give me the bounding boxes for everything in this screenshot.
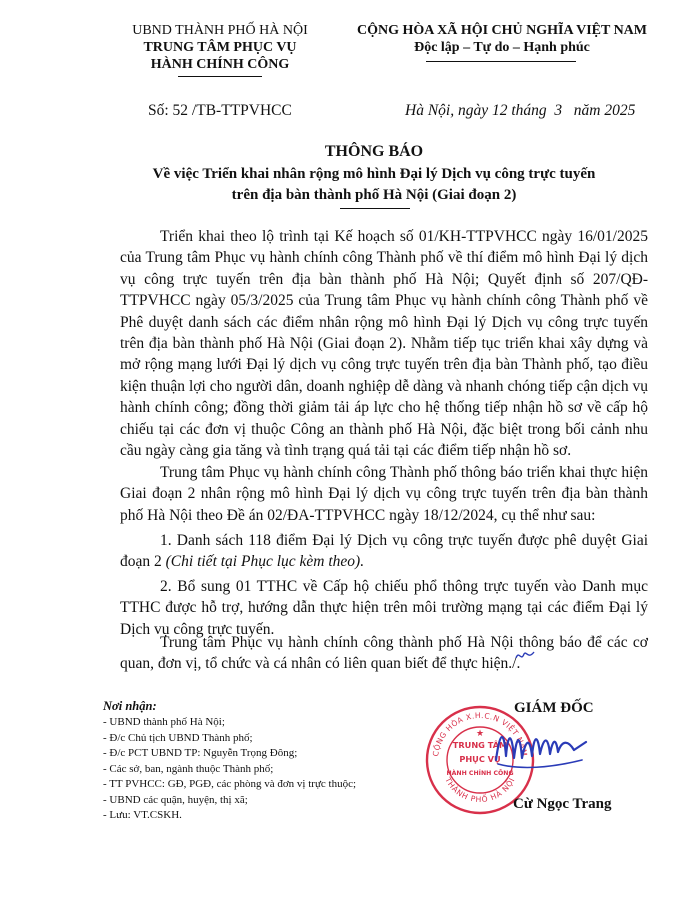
paragraph-3-italic: (Chi tiết tại Phục lục kèm theo). xyxy=(165,553,365,571)
recipient-item: - TT PVHCC: GĐ, PGĐ, các phòng và đơn vị trực thuộc; xyxy=(103,778,357,790)
signer-position: GIÁM ĐỐC xyxy=(514,700,594,716)
paragraph-5 xyxy=(120,632,648,675)
issuer-name-line1: TRUNG TÂM PHỤC VỤ xyxy=(143,40,297,55)
signature-icon xyxy=(490,720,590,780)
issuer-underline xyxy=(178,76,262,77)
paragraph-3-text xyxy=(120,530,648,573)
paragraph-2-text: Trung tâm Phục vụ hành chính công Thành phố thông báo triển khai thực hiện Giai đoạn 2 nhân rộng mô hình Đại lý dịch vụ công trực tuyến trên địa bàn thành phố Hà Nội theo Đề án 02/ĐA-TTPVHCC ngày 18/12/2024, cụ thể như sau: xyxy=(120,464,648,524)
paragraph-4 xyxy=(120,576,648,640)
recipients-block xyxy=(103,698,423,824)
recipient-item: - UBND thành phố Hà Nội; xyxy=(103,716,225,728)
document-date: Hà Nội, ngày 12 tháng 3 năm 2025 xyxy=(405,102,636,119)
svg-text:PHỤC VỤ: PHỤC VỤ xyxy=(459,754,501,764)
subtitle-line2: trên địa bàn thành phố Hà Nội (Giai đoạn 2) xyxy=(231,187,517,203)
national-title: CỘNG HÒA XÃ HỘI CHỦ NGHĨA VIỆT NAM xyxy=(356,23,647,38)
initials-mark-icon xyxy=(514,648,536,664)
issuer-name-line2: HÀNH CHÍNH CÔNG xyxy=(150,57,290,72)
svg-text:TRUNG TÂM: TRUNG TÂM xyxy=(452,740,508,750)
title-underline xyxy=(340,208,410,209)
motto-underline xyxy=(426,61,576,62)
document-title: THÔNG BÁO xyxy=(324,143,424,160)
recipient-item: - Lưu: VT.CSKH. xyxy=(103,809,182,821)
recipient-item: - UBND các quận, huyện, thị xã; xyxy=(103,793,248,806)
national-header xyxy=(352,22,652,56)
paragraph-3-main: 1. Danh sách 118 điểm Đại lý Dịch vụ công trực tuyến được phê duyệt Giai đoạn 2 xyxy=(120,532,648,571)
document-number: Số: 52 /TB-TTPVHCC xyxy=(148,102,292,119)
paragraph-1 xyxy=(120,226,648,461)
issuer-block xyxy=(100,22,340,73)
recipient-item: - Đ/c PCT UBND TP: Nguyễn Trọng Đông; xyxy=(103,747,298,759)
document-subtitle xyxy=(100,164,648,206)
national-motto: Độc lập – Tự do – Hạnh phúc xyxy=(414,40,590,55)
subtitle-line1: Về việc Triển khai nhân rộng mô hình Đại lý Dịch vụ công trực tuyến xyxy=(152,166,596,182)
recipient-item: - Các sở, ban, ngành thuộc Thành phố; xyxy=(103,762,274,775)
recipients-heading: Nơi nhận: xyxy=(103,699,157,713)
svg-text:CỘNG HÒA X.H.C.N VIỆT NAM: CỘNG HÒA X.H.C.N VIỆT NAM xyxy=(431,710,529,758)
paragraph-1-text: Triển khai theo lộ trình tại Kế hoạch số 01/KH-TTPVHCC ngày 16/01/2025 của Trung tâm Phục vụ hành chính công Thành phố về thí điểm mô hình Đại lý dịch vụ công trực tuyến trên địa bàn thành phố Hà Nội; Quyết định số 207/QĐ-TTPVHCC ngày 05/3/2025 của Trung tâm Phục vụ hành chính công Thành phố về Phê duyệt danh sách các điểm nhân rộng mô hình Đại lý Dịch vụ công trực tuyến trên địa bàn thành phố Hà Nội (Giai đoạn 2). Nhằm tiếp tục triển khai xây dựng và mở rộng mạng lưới Đại lý dịch vụ công trực tuyến trên địa bàn Thành phố, tạo điều kiện thuận lợi cho người dân, doanh nghiệp dễ dàng và nhanh chóng tiếp cận dịch vụ hành chính công; đồng thời giảm tải áp lực cho hệ thống tiếp nhận hồ sơ về cấp hộ chiếu tại các đơn vị thuộc Công an thành phố Hà Nội, đặc biệt trong bối cảnh nhu cầu ngày càng gia tăng và tình trạng quá tải tại các điểm tiếp nhận hồ sơ. xyxy=(120,228,648,460)
svg-text:HÀNH CHÍNH CÔNG: HÀNH CHÍNH CÔNG xyxy=(446,770,514,777)
paragraph-3 xyxy=(120,530,648,573)
paragraph-5-text: Trung tâm Phục vụ hành chính công thành phố Hà Nội thông báo để các cơ quan, đơn vị, tổ chức và cá nhân có liên quan biết để thực hiện./. xyxy=(120,634,648,673)
svg-text:★: ★ xyxy=(475,729,485,739)
issuer-parent: UBND THÀNH PHỐ HÀ NỘI xyxy=(132,23,308,38)
paragraph-4-text: 2. Bổ sung 01 TTHC về Cấp hộ chiếu phổ thông trực tuyến vào Danh mục TTHC được hỗ trợ, hướng dẫn thực hiện trên môi trường mạng tại các điểm Đại lý Dịch vụ công trực tuyến. xyxy=(120,578,648,638)
recipient-item: - Đ/c Chủ tịch UBND Thành phố; xyxy=(103,731,253,744)
paragraph-2 xyxy=(120,462,648,526)
svg-text:THÀNH PHỐ HÀ NỘI: THÀNH PHỐ HÀ NỘI xyxy=(443,775,517,805)
signer-name: Cừ Ngọc Trang xyxy=(513,796,612,812)
